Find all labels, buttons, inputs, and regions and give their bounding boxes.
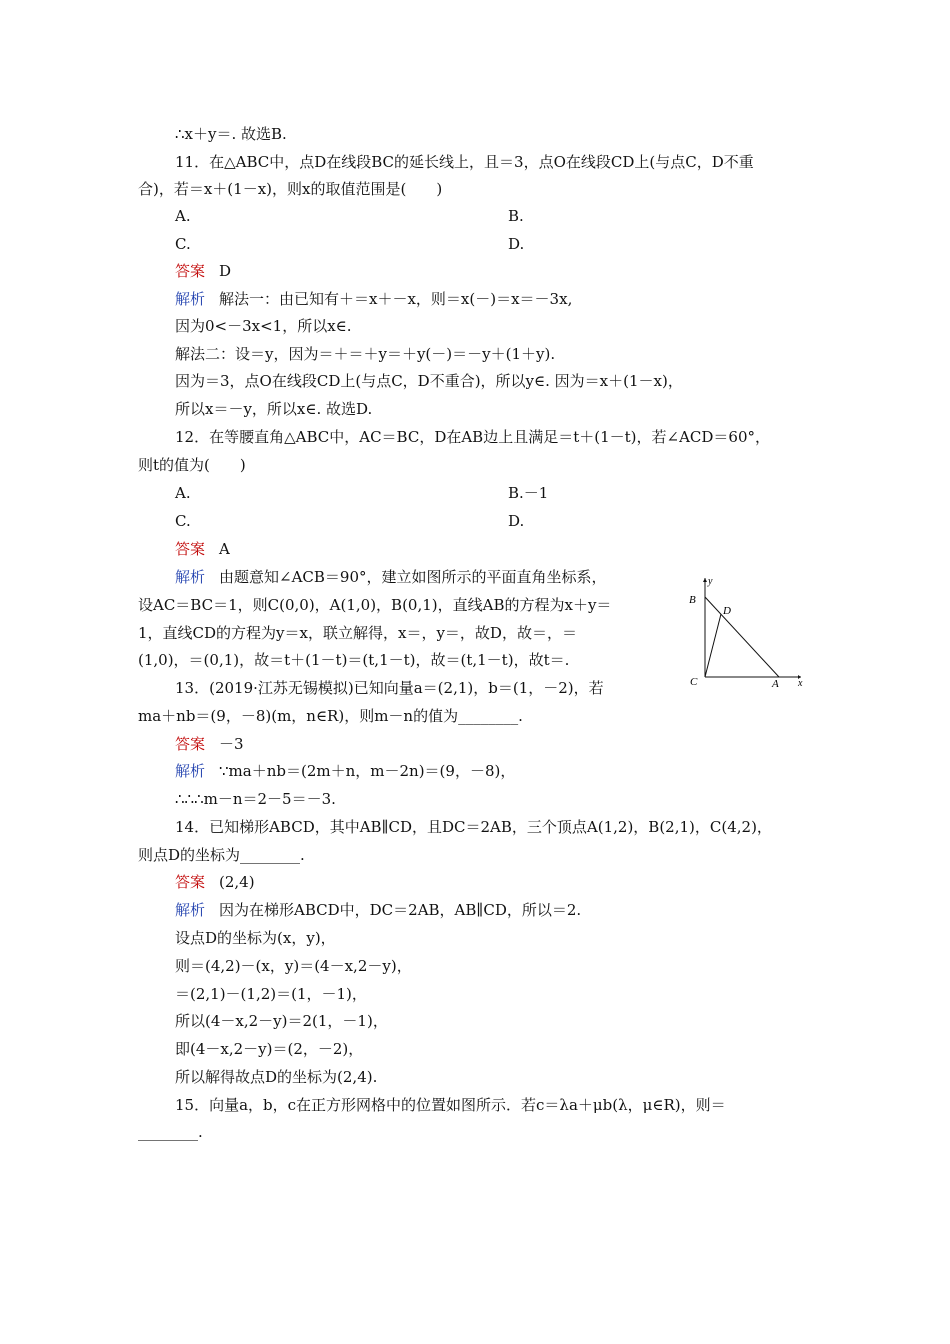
answer-label: 答案	[175, 735, 206, 753]
point-c-label: C	[690, 676, 698, 688]
option-d: D.	[508, 235, 525, 253]
question-15: 15．向量a，b，c在正方形网格中的位置如图所示．若c＝λa＋μb(λ，μ∈R)，则＝	[175, 1096, 726, 1114]
text-line: 设点D的坐标为(x，y)，	[175, 929, 336, 947]
text-line: 则＝(4,2)－(x，y)＝(4－x,2－y)，	[175, 957, 412, 975]
text-line: ________.	[138, 1123, 203, 1141]
question-12: 12．在等腰直角△ABC中，AC＝BC，D在AB边上且满足＝t＋(1－t)，若∠ACD＝60°，	[175, 428, 771, 446]
option-b: B.	[508, 207, 524, 225]
question-14: 14．已知梯形ABCD，其中AB∥CD，且DC＝2AB，三个顶点A(1,2)，B(2,1)，C(4,2)，	[175, 818, 772, 836]
text-line: 所以x＝－y，所以x∈. 故选D.	[175, 400, 373, 418]
analysis-text: ∵ma＋nb＝(2m＋n，m－2n)＝(9，－8)，	[219, 762, 516, 780]
option-b: B.－1	[508, 484, 549, 502]
option-c: C.	[175, 512, 191, 530]
answer-line	[175, 734, 244, 754]
analysis-label: 解析	[175, 290, 206, 308]
x-axis-label: x	[798, 678, 803, 689]
option-a: A.	[175, 207, 191, 225]
point-a-label: A	[772, 678, 779, 690]
answer-value: D	[219, 262, 232, 280]
analysis-label: 解析	[175, 568, 206, 586]
triangle-figure	[683, 572, 813, 690]
text-line: 即(4－x,2－y)＝(2，－2)，	[175, 1040, 364, 1058]
analysis-label: 解析	[175, 762, 206, 780]
point-b-label: B	[689, 594, 696, 606]
answer-label: 答案	[175, 540, 206, 558]
text-line: 因为0<－3x<1，所以x∈.	[175, 317, 352, 335]
text-line: (1,0)，＝(0,1)，故＝t＋(1－t)＝(t,1－t)，故＝(t,1－t)，故t＝.	[138, 651, 570, 669]
text-line: 所以解得故点D的坐标为(2,4).	[175, 1068, 378, 1086]
answer-value: －3	[219, 735, 244, 753]
answer-label: 答案	[175, 873, 206, 891]
text-line: 所以(4－x,2－y)＝2(1，－1)，	[175, 1012, 388, 1030]
text-line: 则点D的坐标为________.	[138, 846, 305, 864]
text-line: 则t的值为( )	[138, 456, 246, 474]
question-11: 11．在△ABC中，点D在线段BC的延长线上，且＝3，点O在线段CD上(与点C，D不重	[175, 153, 754, 171]
analysis-line	[175, 761, 515, 781]
text-line: 解法二：设＝y，因为＝＋＝＋y＝＋y(－)＝－y＋(1＋y).	[175, 345, 556, 363]
text-line: 1，直线CD的方程为y＝x，联立解得，x＝，y＝，故D，故＝，＝	[138, 624, 577, 642]
y-axis-label: y	[708, 576, 713, 587]
text-line: 因为＝3，点O在线段CD上(与点C，D不重合)，所以y∈. 因为＝x＋(1－x)，	[175, 372, 683, 390]
answer-value: A	[219, 540, 230, 558]
analysis-line	[175, 567, 607, 587]
answer-label: 答案	[175, 262, 206, 280]
segment-cd	[705, 614, 721, 677]
answer-value: (2,4)	[219, 873, 255, 891]
segment-ba	[705, 597, 779, 677]
option-d: D.	[508, 512, 525, 530]
text-line: ∴x＋y＝. 故选B.	[175, 125, 287, 143]
point-d-label: D	[723, 605, 731, 617]
analysis-line	[175, 289, 572, 309]
analysis-label: 解析	[175, 901, 206, 919]
question-13: 13．(2019·江苏无锡模拟)已知向量a＝(2,1)，b＝(1，－2)，若	[175, 679, 604, 697]
text-line: 合)，若＝x＋(1－x)，则x的取值范围是( )	[138, 180, 443, 198]
answer-line	[175, 872, 255, 892]
text-line: ＝(2,1)－(1,2)＝(1，－1)，	[175, 985, 367, 1003]
analysis-text: 因为在梯形ABCD中，DC＝2AB，AB∥CD，所以＝2.	[219, 901, 582, 919]
analysis-text: 解法一：由已知有＋＝x＋－x，则＝x(－)＝x＝－3x,	[219, 290, 573, 308]
text-line: ∴∴∴m－n＝2－5＝－3.	[175, 790, 336, 808]
text-line: ma＋nb＝(9，－8)(m，n∈R)，则m－n的值为________.	[138, 707, 523, 725]
option-c: C.	[175, 235, 191, 253]
answer-line	[175, 261, 231, 281]
analysis-text: 由题意知∠ACB＝90°，建立如图所示的平面直角坐标系，	[219, 568, 607, 586]
option-a: A.	[175, 484, 191, 502]
answer-line	[175, 539, 230, 559]
analysis-line	[175, 900, 581, 920]
text-line: 设AC＝BC＝1，则C(0,0)，A(1,0)，B(0,1)，直线AB的方程为x＋y＝	[138, 596, 612, 614]
